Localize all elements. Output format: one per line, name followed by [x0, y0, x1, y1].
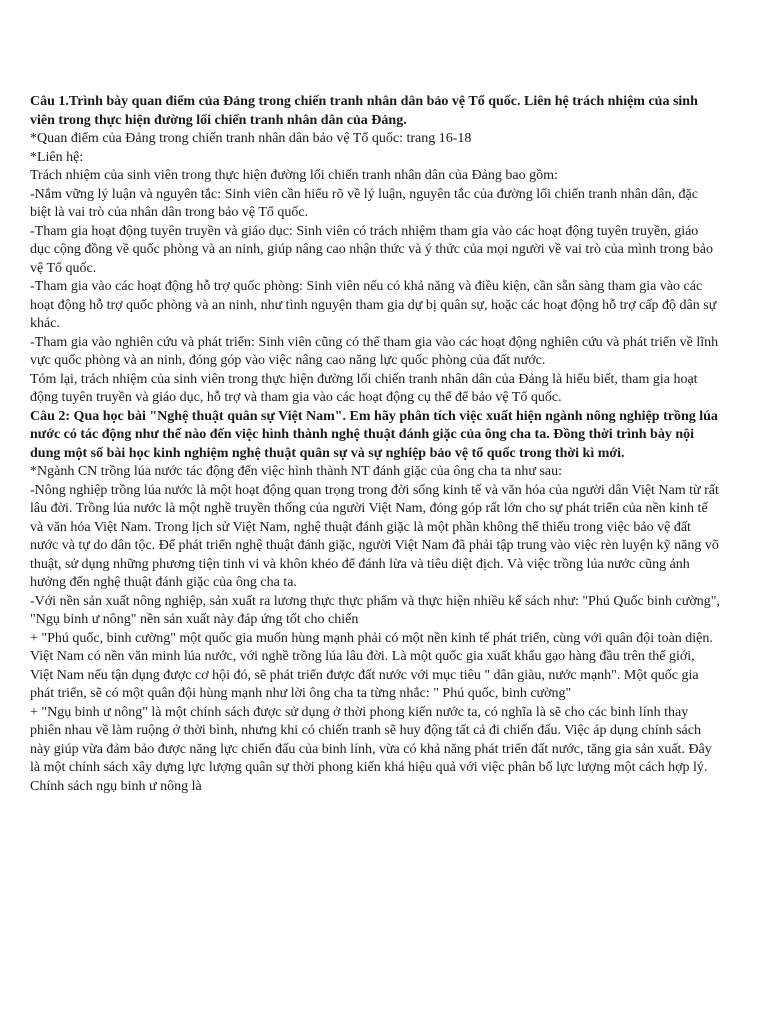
- q2-intro-line: *Ngành CN trồng lúa nước tác động đến việc hình thành NT đánh giặc của ông cha ta như sau:: [30, 464, 563, 479]
- question-2-heading: Câu 2: Qua học bài "Nghệ thuật quân sự Việt Nam". Em hãy phân tích việc xuất hiện ngành nông nghiệp trồng lúa nước có tác động như thế nào đến việc hình thành nghệ thuật đánh giặc của ông cha ta. Đồng thời trình bày nội dung một số bài học kinh nghiệm nghệ thuật quân sự và sự nghiệp bảo vệ tổ quốc trong thời kì mới.: [30, 408, 718, 461]
- q1-summary-paragraph: Tóm lại, trách nhiệm của sinh viên trong thực hiện đường lối chiến tranh nhân dân của Đảng là hiểu biết, tham gia hoạt động tuyên truyền và giáo dục, hỗ trợ và tham gia vào các hoạt động cụ thể để bảo vệ Tổ quốc.: [30, 371, 698, 405]
- q2-agriculture-paragraph: -Với nền sản xuất nông nghiệp, sản xuất ra lương thực thực phẩm và thực hiện nhiều kế sách như: "Phú Quốc binh cường", "Ngụ binh ư nông" nền sản xuất này đáp ứng tốt cho chiến: [30, 593, 720, 627]
- question-1-heading: Câu 1.Trình bày quan điểm của Đảng trong chiến tranh nhân dân bảo vệ Tổ quốc. Liên hệ trách nhiệm của sinh viên trong thực hiện đường lối chiến tranh nhân dân của Đảng.: [30, 94, 698, 128]
- q1-point-defense-support: -Tham gia vào các hoạt động hỗ trợ quốc phòng: Sinh viên nếu có khả năng và điều kiện, cần sẵn sàng tham gia vào các hoạt động hỗ trợ quốc phòng và an ninh, như tình nguyện tham gia dự bị quân sự, hoặc các hoạt động hỗ trợ cấp độ dân sự khác.: [30, 279, 717, 331]
- q1-point-theory: -Nắm vững lý luận và nguyên tắc: Sinh viên cần hiểu rõ về lý luận, nguyên tắc của đường lối chiến tranh nhân dân, đặc biệt là vai trò của nhân dân trong bảo vệ Tổ quốc.: [30, 186, 698, 220]
- q2-rice-farming-paragraph: -Nông nghiệp trồng lúa nước là một hoạt động quan trọng trong đời sống kinh tế và văn hóa của người dân Việt Nam từ rất lâu đời. Trồng lúa nước là một nghề truyền thống của người Việt Nam, đóng góp rất lớn cho sự phát triển của nền kinh tế và văn hóa Việt Nam. Trong lịch sử Việt Nam, nghệ thuật đánh giặc là một phần không thể thiếu trong việc bảo vệ đất nước và tự do dân tộc. Để phát triển nghệ thuật đánh giặc, người Việt Nam đã phải tập trung vào việc rèn luyện kỹ năng võ thuật, sử dụng những phương tiện tinh vi và khôn khéo để đánh lừa và tiêu diệt địch. Và việc trồng lúa nước cũng ảnh hưởng đến nghệ thuật đánh giặc của ông cha ta.: [30, 482, 719, 590]
- document-page: [30, 93, 720, 796]
- q1-relate-label: *Liên hệ:: [30, 149, 84, 165]
- q2-phu-quoc-paragraph: + "Phú quốc, binh cường" một quốc gia muốn hùng mạnh phải có một nền kinh tế phát triển, cùng với quân đội toàn diện. Việt Nam có nền văn minh lúa nước, với nghề trồng lúa lâu đời. Là một quốc gia xuất khẩu gạo hàng đầu trên thế giới, Việt Nam nếu tận dụng được cơ hội đó, sẽ phát triển được đất nước với mục tiêu " dân giàu, nước mạnh". Một quốc gia phát triển, sẽ có một quân đội hùng mạnh như lời ông cha ta từng nhắc: " Phú quốc, binh cường": [30, 630, 713, 701]
- q1-intro-paragraph: Trách nhiệm của sinh viên trong thực hiện đường lối chiến tranh nhân dân của Đảng bao gồm:: [30, 168, 558, 183]
- q1-point-research: -Tham gia vào nghiên cứu và phát triển: Sinh viên cũng có thể tham gia vào các hoạt động nghiên cứu và phát triển về lĩnh vực quốc phòng và an ninh, đóng góp vào việc nâng cao năng lực quốc phòng của đất nước.: [30, 334, 719, 368]
- q1-point-propaganda: -Tham gia hoạt động tuyên truyền và giáo dục: Sinh viên có trách nhiệm tham gia vào các hoạt động tuyên truyền, giáo dục cộng đồng về quốc phòng và an ninh, giúp nâng cao nhận thức và ý thức của mọi người về vai trò của mình trong bảo vệ Tổ quốc.: [30, 223, 713, 276]
- q1-viewpoint-line: *Quan điểm của Đảng trong chiến tranh nhân dân bảo vệ Tổ quốc: trang 16-18: [30, 131, 472, 146]
- q2-ngu-binh-paragraph: + "Ngụ binh ư nông" là một chính sách được sử dụng ở thời phong kiến nước ta, có nghĩa là sẽ cho các binh lính thay phiên nhau về làm ruộng ở thời bình, nhưng khi có chiến tranh sẽ huy động tất cả đi chiến đấu. Việc áp dụng chính sách này giúp vừa đảm bảo được năng lực chiến đấu của binh lính, vừa có khả năng phát triển đất nước, tăng gia sản xuất. Đây là một chính sách xây dựng lực lượng quân sự thời phong kiến khá hiệu quả với việc phân bố lực lượng một cách hợp lý. Chính sách ngụ binh ư nông là: [30, 704, 712, 794]
